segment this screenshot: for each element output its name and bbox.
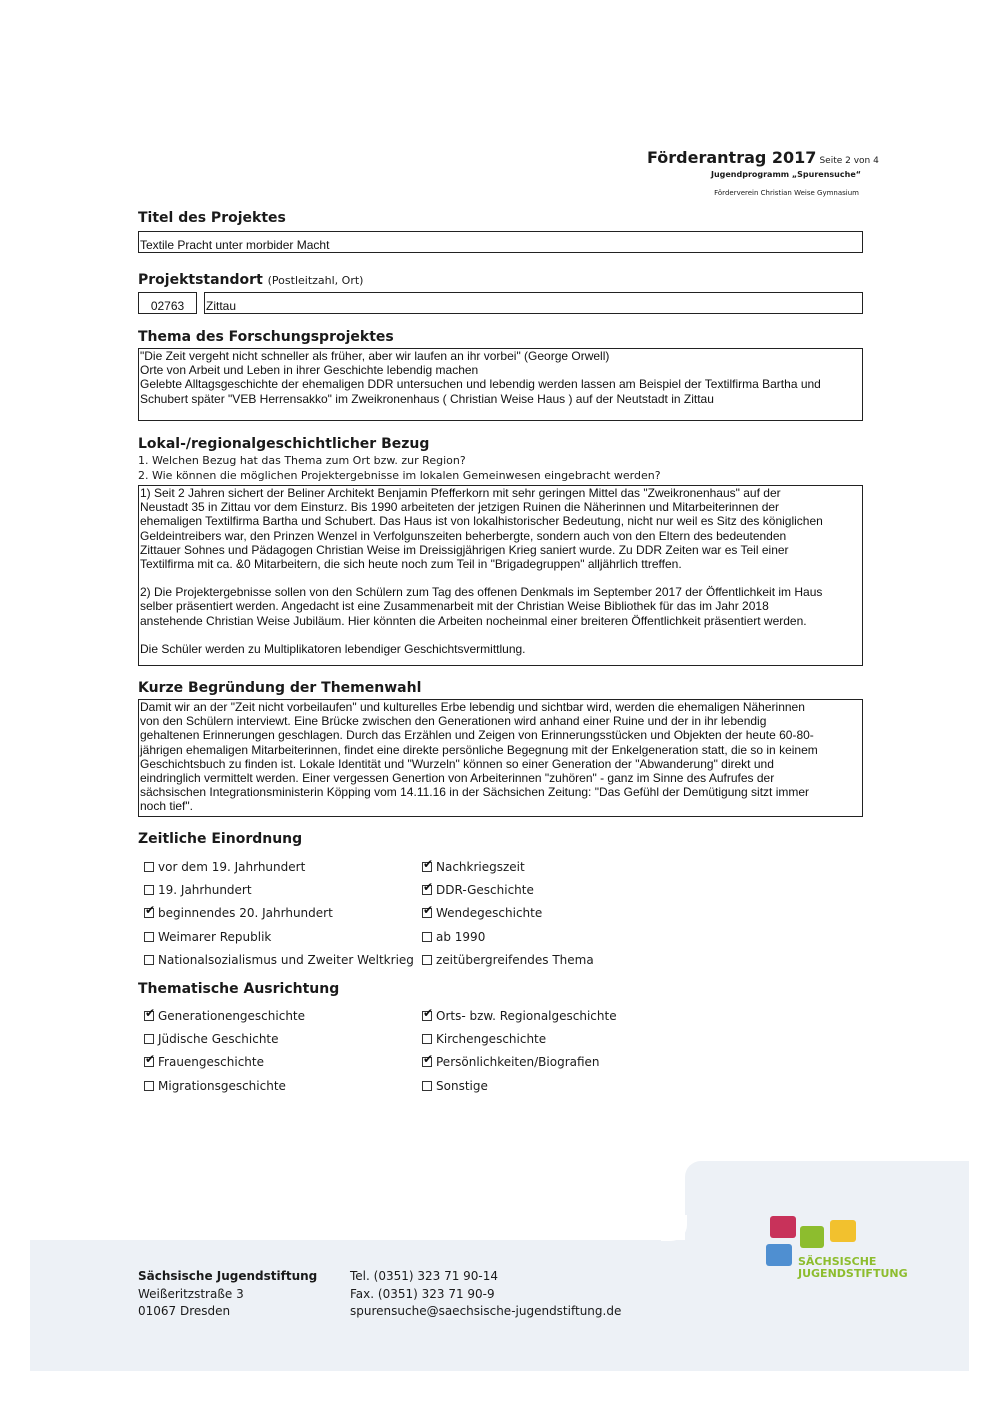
logo-wordmark (798, 1256, 908, 1280)
check-mark-icon: ✔ (145, 1052, 156, 1067)
checkbox-label: Sonstige (436, 1078, 488, 1093)
topic-heading: Thema des Forschungsprojektes (138, 329, 394, 345)
program-name: Jugendprogramm „Spurensuche“ (710, 170, 861, 179)
checkbox-option[interactable] (422, 1004, 617, 1027)
city-value: Zittau (206, 299, 237, 313)
checkbox-option[interactable] (422, 1074, 617, 1097)
checkbox-option[interactable] (422, 1051, 617, 1074)
checkbox-option[interactable] (144, 878, 414, 901)
check-mark-icon: ✔ (423, 903, 434, 918)
project-title-value: Textile Pracht unter morbider Macht (140, 238, 330, 252)
checkbox-unchecked[interactable] (144, 932, 154, 942)
time-period-column-right (422, 855, 594, 971)
topic-field[interactable] (138, 348, 863, 421)
checkbox-option[interactable] (422, 855, 594, 878)
footer-org-name: Sächsische Jugendstiftung (138, 1269, 318, 1283)
checkbox-option[interactable] (144, 1027, 305, 1050)
checkbox-unchecked[interactable] (422, 1081, 432, 1091)
zip-value: 02763 (150, 299, 185, 313)
reason-line: Damit wir an der "Zeit nicht vorbeilaufen" und kulturelles Erbe lebendig und sichtbar wird, werden die ehemaligen Näherinnen (140, 700, 805, 714)
local-line: anstehende Christian Weise Jubiläum. Hier könnten die Arbeiten nocheinmal einer breiteren Öffentlichkeit präsentiert werden. (140, 613, 807, 628)
checkbox-unchecked[interactable] (144, 1081, 154, 1091)
reason-heading: Kurze Begründung der Themenwahl (138, 680, 422, 696)
thematic-focus-column-left (144, 1004, 305, 1097)
checkbox-option[interactable] (144, 1051, 305, 1074)
location-hint: (Postleitzahl, Ort) (267, 274, 364, 287)
checkbox-label: Orts- bzw. Regionalgeschichte (436, 1008, 617, 1023)
topic-line: Orte von Arbeit und Leben in ihrer Geschichte lebendig machen (140, 363, 479, 378)
thematic-focus-heading: Thematische Ausrichtung (138, 981, 340, 997)
form-title-text: Förderantrag 2017 (647, 148, 817, 167)
checkbox-label: DDR-Geschichte (436, 882, 534, 897)
checkbox-label: zeitübergreifendes Thema (436, 952, 594, 967)
checkbox-label: Nachkriegszeit (436, 859, 525, 874)
zip-field[interactable] (138, 292, 197, 314)
checkbox-unchecked[interactable] (144, 885, 154, 895)
checkbox-checked[interactable] (422, 879, 434, 895)
check-mark-icon: ✔ (145, 903, 156, 918)
logo-line-1: SÄCHSISCHE (798, 1255, 877, 1268)
footer-street: Weißeritzstraße 3 (138, 1286, 244, 1301)
reason-field[interactable] (138, 699, 863, 817)
local-line: Neustadt 35 in Zittau vor dem Einsturz. Bis 1990 arbeiteten der jetzigen Ruinen die Näherinnen und Mitarbeiterinnen der (140, 500, 780, 515)
page-indicator: Seite 2 von 4 (819, 156, 879, 166)
reason-line: jährigen ehemaligen Mitarbeiterinnen, findet eine direkte persönliche Begegnung mit der Enkelgeneration statt, die so in keinem (140, 742, 818, 757)
checkbox-unchecked[interactable] (144, 862, 154, 872)
checkbox-checked[interactable] (422, 856, 434, 872)
project-title-heading: Titel des Projektes (138, 210, 286, 226)
checkbox-label: Persönlichkeiten/Biografien (436, 1055, 600, 1070)
checkbox-unchecked[interactable] (422, 932, 432, 942)
checkbox-label: Frauengeschichte (158, 1055, 264, 1070)
checkbox-label: Jüdische Geschichte (158, 1031, 279, 1046)
logo-square-green (800, 1226, 824, 1248)
checkbox-label: beginnendes 20. Jahrhundert (158, 906, 333, 921)
local-question-2: 2. Wie können die möglichen Projektergebnisse im lokalen Gemeinwesen eingebracht werden? (138, 469, 661, 482)
location-label: Projektstandort (138, 272, 263, 288)
thematic-focus-column-right (422, 1004, 617, 1097)
local-line: Die Schüler werden zu Multiplikatoren lebendiger Geschichtsvermittlung. (140, 641, 526, 656)
footer-address (138, 1268, 317, 1321)
paragraph-gap (140, 628, 861, 642)
time-period-heading: Zeitliche Einordnung (138, 831, 303, 847)
checkbox-label: 19. Jahrhundert (158, 882, 252, 897)
topic-line: "Die Zeit vergeht nicht schneller als früher, aber wir laufen an ihr vorbei" (George Orwell) (140, 349, 610, 363)
logo-square-blue (766, 1244, 792, 1266)
local-line: Zittauer Sohnes und Pädagogen Christian Weise im Dreissigjährigen Krieg saniert wurde. Zu DDR Zeiten war es Teil einer (140, 542, 789, 557)
checkbox-option[interactable] (144, 1074, 305, 1097)
checkbox-label: Weimarer Republik (158, 929, 272, 944)
reason-line: Geschichtsbuch zu finden ist. Lokale Identität und "Wurzeln" können so einer Generation der "Abwanderung" direkt und (140, 756, 774, 771)
local-line: Geldeintreibers war, den Prinzen Wenzel in Verfolgunszeiten beherbergte, sondern auch von den Eltern des bedeutenden (140, 528, 787, 543)
logo-square-yellow (830, 1220, 856, 1242)
check-mark-icon: ✔ (145, 1005, 156, 1020)
check-mark-icon: ✔ (423, 856, 434, 871)
location-heading (138, 272, 363, 288)
checkbox-checked[interactable] (144, 1005, 156, 1021)
local-line: 2) Die Projektergebnisse sollen von den Schülern zum Tag des offenen Denkmals im September 2017 der Öffentlichkeit im Haus (140, 585, 823, 600)
checkbox-checked[interactable] (422, 903, 434, 918)
checkbox-checked[interactable] (422, 1005, 434, 1021)
check-mark-icon: ✔ (423, 1005, 434, 1020)
local-line: 1) Seit 2 Jahren sichert der Beliner Architekt Benjamin Pfefferkorn mit sehr geringen Mittel das "Zweikronenhaus" auf der (140, 486, 781, 500)
footer-contact (350, 1268, 621, 1321)
checkbox-unchecked[interactable] (144, 955, 154, 965)
checkbox-option[interactable] (144, 1004, 305, 1027)
checkbox-unchecked[interactable] (422, 1034, 432, 1044)
checkbox-option[interactable] (144, 925, 414, 948)
reason-line: von den Schülern interviewt. Eine Brücke zwischen den Generationen wird anhand einer Ruine und der in ihr lebendig (140, 714, 767, 729)
checkbox-option[interactable] (422, 902, 594, 925)
logo-square-red (770, 1216, 796, 1238)
city-field[interactable] (204, 292, 863, 314)
topic-line: Gelebte Alltagsgeschichte der ehemaligen DDR untersuchen und lebendig werden lassen am Beispiel der Textilfirma Bartha und (140, 377, 821, 392)
footer-email[interactable]: spurensuche@saechsische-jugendstiftung.de (350, 1304, 622, 1318)
checkbox-label: Migrationsgeschichte (158, 1078, 286, 1093)
footer-city: 01067 Dresden (138, 1304, 231, 1318)
checkbox-label: Nationalsozialismus und Zweiter Weltkrieg (158, 952, 414, 967)
checkbox-option[interactable] (144, 855, 414, 878)
applicant-organization: Förderverein Christian Weise Gymnasium (714, 189, 859, 197)
checkbox-label: Kirchengeschichte (436, 1031, 547, 1046)
checkbox-option[interactable] (144, 948, 414, 971)
time-period-column-left (144, 855, 414, 971)
footer-fax: Fax. (0351) 323 71 90-9 (350, 1286, 495, 1301)
reason-line: noch tief". (140, 799, 193, 814)
local-line: selber präsentiert werden. Angedacht ist eine Zusammenarbeit mit der Christian Weise Bibliothek für das im Jahr 2018 (140, 599, 769, 614)
checkbox-checked[interactable] (144, 903, 156, 918)
project-title-field[interactable] (138, 231, 863, 253)
reason-line: gehaltenen Erinnerungen geschlagen. Durch das Erzählen und Zeigen von Erinnerungsstücken und Objekten der heute 60-80- (140, 728, 814, 743)
checkbox-option[interactable] (422, 878, 594, 901)
checkbox-label: vor dem 19. Jahrhundert (158, 859, 306, 874)
topic-line: Schubert später "VEB Herrensakko" im Zweikronenhaus ( Christian Weise Haus ) auf der Neutstadt in Zittau (140, 391, 714, 406)
checkbox-option[interactable] (144, 902, 414, 925)
footer-phone: Tel. (0351) 323 71 90-14 (350, 1269, 499, 1283)
local-question-1: 1. Welchen Bezug hat das Thema zum Ort bzw. zur Region? (138, 454, 466, 467)
checkbox-label: Generationengeschichte (158, 1008, 306, 1023)
checkbox-unchecked[interactable] (422, 955, 432, 965)
local-reference-heading: Lokal-/regionalgeschichtlicher Bezug (138, 436, 430, 452)
check-mark-icon: ✔ (423, 879, 434, 894)
logo-line-2: JUGENDSTIFTUNG (798, 1267, 908, 1280)
form-title (647, 148, 879, 167)
paragraph-gap (140, 571, 861, 585)
reason-line: sächsischen Integrationsministerin Köpping vom 14.11.16 in der Sächsichen Zeitung: "Das Gefühl der Demütigung sitzt immer (140, 785, 810, 800)
footer-notch (661, 1215, 687, 1241)
checkbox-checked[interactable] (422, 1052, 434, 1067)
checkbox-unchecked[interactable] (144, 1034, 154, 1044)
checkbox-option[interactable] (422, 948, 594, 971)
checkbox-label: Wendegeschichte (436, 906, 543, 921)
checkbox-option[interactable] (422, 1027, 617, 1050)
checkbox-option[interactable] (422, 925, 594, 948)
checkbox-label: ab 1990 (436, 929, 486, 944)
local-reference-field[interactable] (138, 485, 863, 666)
check-mark-icon: ✔ (423, 1052, 434, 1067)
local-line: ehemaligen Textilfirma Bartha und Schubert. Das Haus ist von lokalhistorischer Bedeutung, nicht nur weil es Sitz des königlichen (140, 514, 823, 529)
reason-line: eindringlich vermittelt werden. Einer vergessen Genertion von Arbeiterinnen "zuhören" - ganz im Sinne des Aufrufes der (140, 771, 775, 786)
local-line: Textilfirma mit ca. &0 Mitarbeitern, die sich heute noch zum Teil in "Brigadegruppen" alljährlich ttreffen. (140, 557, 682, 572)
checkbox-checked[interactable] (144, 1052, 156, 1067)
